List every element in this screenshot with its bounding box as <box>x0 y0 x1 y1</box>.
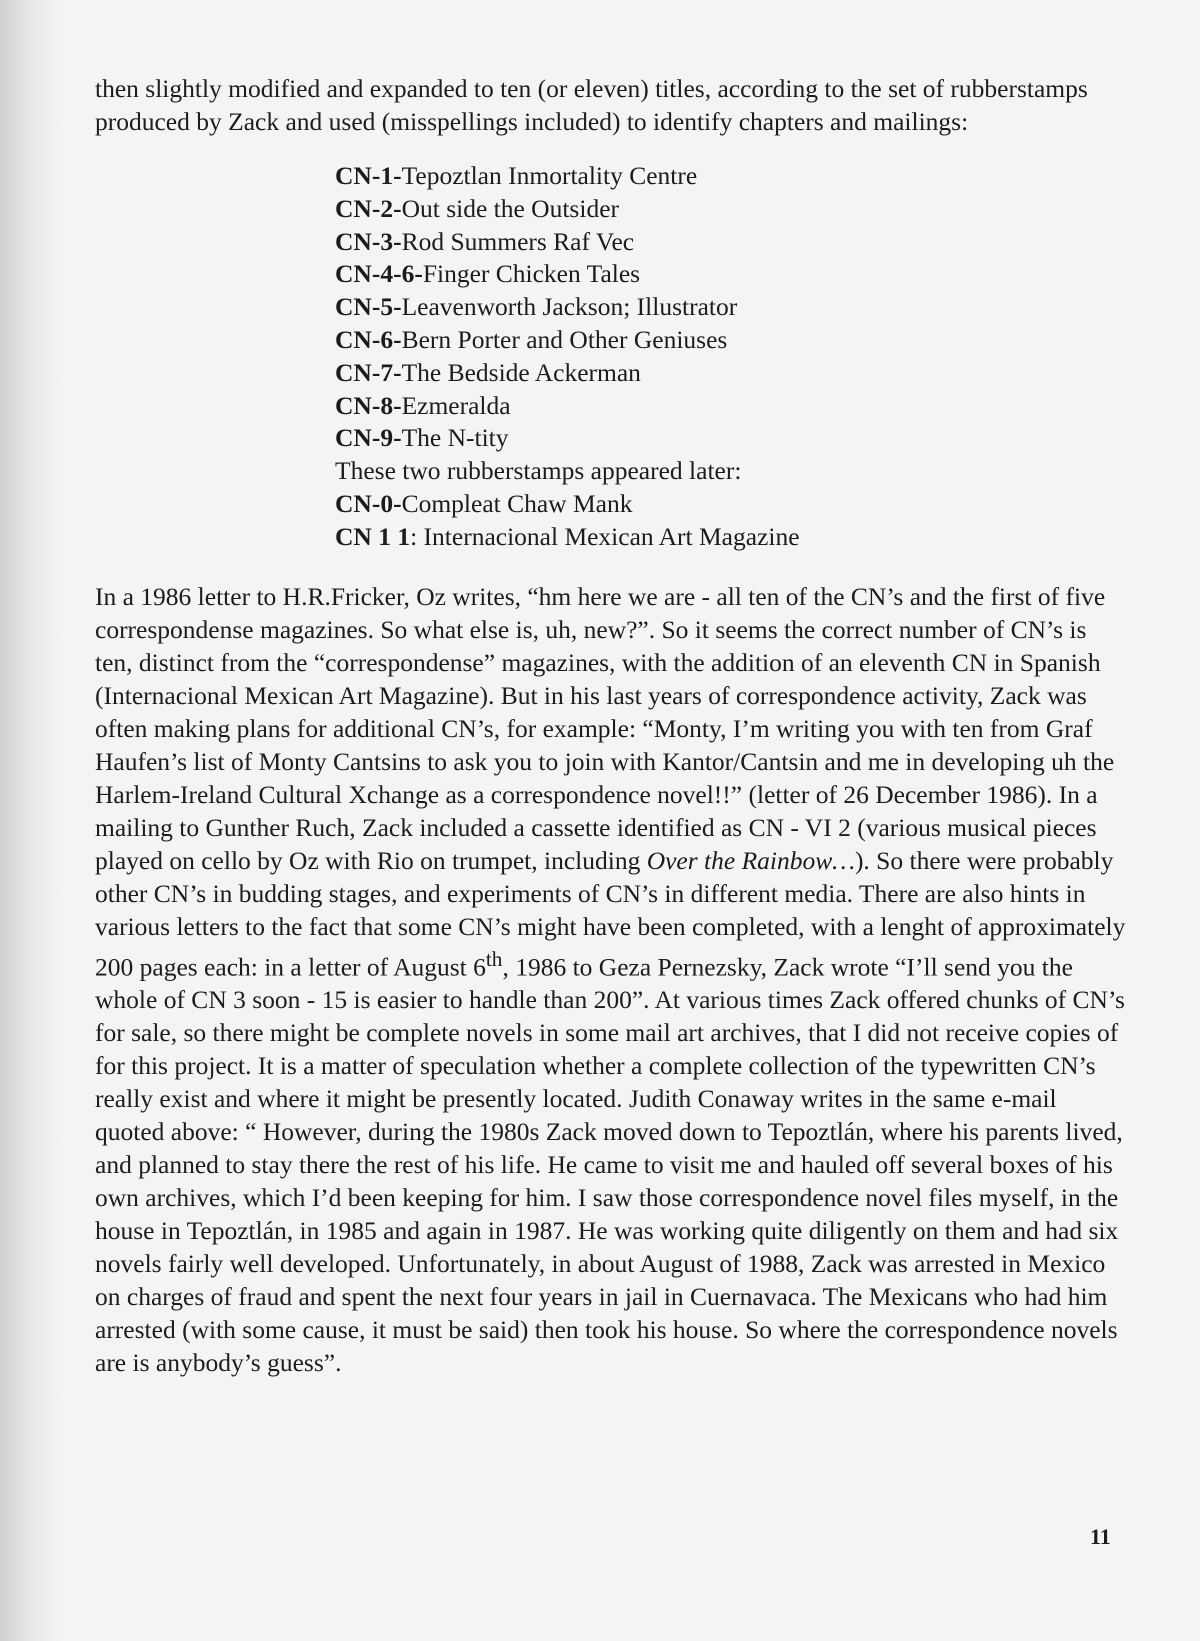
list-item <box>335 258 1130 291</box>
cn-code: CN-2- <box>335 193 402 223</box>
list-item <box>335 357 1130 390</box>
page-content <box>95 72 1130 1379</box>
cn-title: Bern Porter and Other Geniuses <box>401 324 728 354</box>
cn-title: The Bedside Ackerman <box>401 357 641 387</box>
cn-code: CN 1 1 <box>335 521 411 551</box>
list-item <box>335 291 1130 324</box>
cn-title: The N-tity <box>401 423 509 453</box>
page-edge-shadow <box>0 0 60 1641</box>
list-item <box>335 488 1130 521</box>
cn-list <box>95 160 1130 554</box>
list-item <box>335 390 1130 423</box>
cn-title: Ezmeralda <box>401 390 511 420</box>
body-text-part3: , 1986 to Geza Pernezsky, Zack wrote “I’ll send you the whole of CN 3 soon - 15 is easier to handle than 200”. At various times Zack offered chunks of CN’s for sale, so there might be complete novels in some mail art archives, that I did not receive copies of for this project. It is a matter of speculation whether a complete collection of the typewritten CN’s really exist and where it might be presently located. Judith Conaway writes in the same e-mail quoted above: “ However, during the 1980s Zack moved down to Tepoztlán, where his parents lived, and planned to stay there the rest of his life. He came to visit me and hauled off several boxes of his own archives, which I’d been keeping for him. I saw those correspondence novel files myself, in the house in Tepoztlán, in 1985 and again in 1987. He was working quite diligently on them and had six novels fairly well developed. Unfortunately, in about August of 1988, Zack was arrested in Mexico on charges of fraud and spent the next four years in jail in Cuernavaca. The Mexicans who had him arrested (with some cause, it must be said) then took his house. So where the correspondence novels are is anybody’s guess”. <box>95 952 1125 1378</box>
later-note: These two rubberstamps appeared later: <box>335 456 742 486</box>
cn-title: Finger Chicken Tales <box>422 259 641 289</box>
intro-paragraph: then slightly modified and expanded to ten (or eleven) titles, according to the set of rubberstamps produced by Zack and used (misspellings included) to identify chapters and mailings: <box>95 74 1088 136</box>
cn-code: CN-9- <box>335 423 402 453</box>
list-item <box>335 226 1130 259</box>
cn-title: Leavenworth Jackson; Illustrator <box>401 292 738 322</box>
list-item <box>335 324 1130 357</box>
cn-title: : Internacional Mexican Art Magazine <box>410 521 800 551</box>
body-text-part2: ). So there were probably other CN’s in budding stages, and experiments of CN’s in different media. There are also hints in various letters to the fact that some CN’s might have been completed, with a lenght of approximately 200 pages each: in a letter of August 6 <box>95 845 1126 982</box>
cn-code: CN-6- <box>335 324 402 354</box>
cn-code: CN-8- <box>335 390 402 420</box>
cn-code: CN-5- <box>335 292 402 322</box>
cn-code: CN-4-6- <box>335 259 423 289</box>
list-item <box>335 193 1130 226</box>
list-item <box>335 422 1130 455</box>
cn-code: CN-1- <box>335 161 402 190</box>
song-title: Over the Rainbow… <box>646 845 855 875</box>
cn-title: Tepoztlan Inmortality Centre <box>401 161 698 190</box>
cn-title: Out side the Outsider <box>401 193 620 223</box>
cn-code: CN-3- <box>335 226 402 256</box>
cn-title: Compleat Chaw Mank <box>401 488 633 518</box>
list-item <box>335 160 1130 193</box>
list-item <box>335 521 1130 554</box>
body-paragraph <box>95 580 1130 1380</box>
ordinal-suffix: th <box>485 946 503 971</box>
cn-title: Rod Summers Raf Vec <box>401 226 635 256</box>
cn-code: CN-7- <box>335 357 402 387</box>
page-number: 11 <box>1090 1524 1111 1549</box>
cn-code: CN-0- <box>335 488 402 518</box>
body-text-part1: In a 1986 letter to H.R.Fricker, Oz writes, “hm here we are - all ten of the CN’s and the first of five correspondense magazines. So what else is, uh, new?”. So it seems the correct number of CN’s is ten, distinct from the “correspondense” magazines, with the addition of an eleventh CN in Spanish (Internacional Mexican Art Magazine). But in his last years of correspondence activity, Zack was often making plans for additional CN’s, for example: “Monty, I’m writing you with ten from Graf Haufen’s list of Monty Cantsins to ask you to join with Kantor/Cantsin and me in developing uh the Harlem-Ireland Cultural Xchange as a correspondence novel!!” (letter of 26 December 1986). In a mailing to Gunther Ruch, Zack included a cassette identified as CN - VI 2 (various musical pieces played on cello by Oz with Rio on trumpet, including <box>95 581 1115 875</box>
